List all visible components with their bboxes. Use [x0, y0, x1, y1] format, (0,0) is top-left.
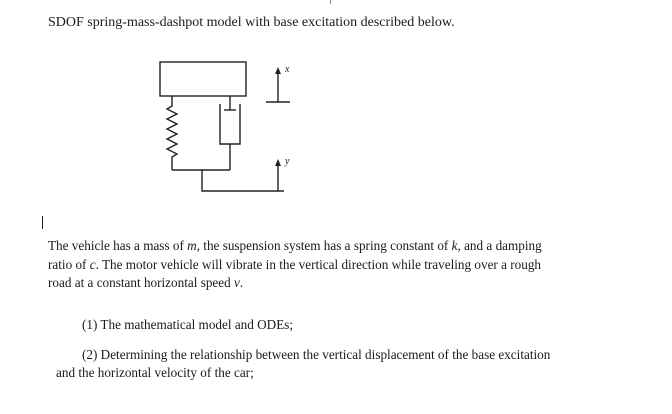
spring — [167, 96, 177, 170]
question-item-2-line-1: (2) Determining the relationship between the vertical displacement of the base excitation — [82, 347, 551, 362]
problem-heading: SDOF spring-mass-dashpot model with base excitation described below. — [48, 15, 455, 30]
mass-block — [160, 62, 246, 96]
spring-mass-dashpot-diagram — [150, 50, 320, 200]
description-line-3: road at a constant horizontal speed v. — [48, 275, 244, 290]
base-platform — [172, 170, 284, 191]
y-arrow-head — [275, 159, 281, 166]
description-line-2: ratio of c. The motor vehicle will vibrate in the vertical direction while traveling over a rough — [48, 256, 542, 272]
text-cursor — [42, 216, 43, 229]
question-item-1: (1) The mathematical model and ODEs; — [82, 317, 294, 332]
label-y: y — [285, 156, 290, 167]
problem-description — [48, 237, 648, 293]
x-arrow-head — [275, 67, 281, 74]
question-item-2 — [56, 346, 656, 382]
label-x: x — [285, 64, 290, 75]
description-line-1: The vehicle has a mass of m, the suspension system has a spring constant of k, and a damping — [48, 238, 542, 253]
page-top-mark — [330, 0, 331, 4]
question-item-2-line-2: and the horizontal velocity of the car; — [56, 365, 254, 380]
